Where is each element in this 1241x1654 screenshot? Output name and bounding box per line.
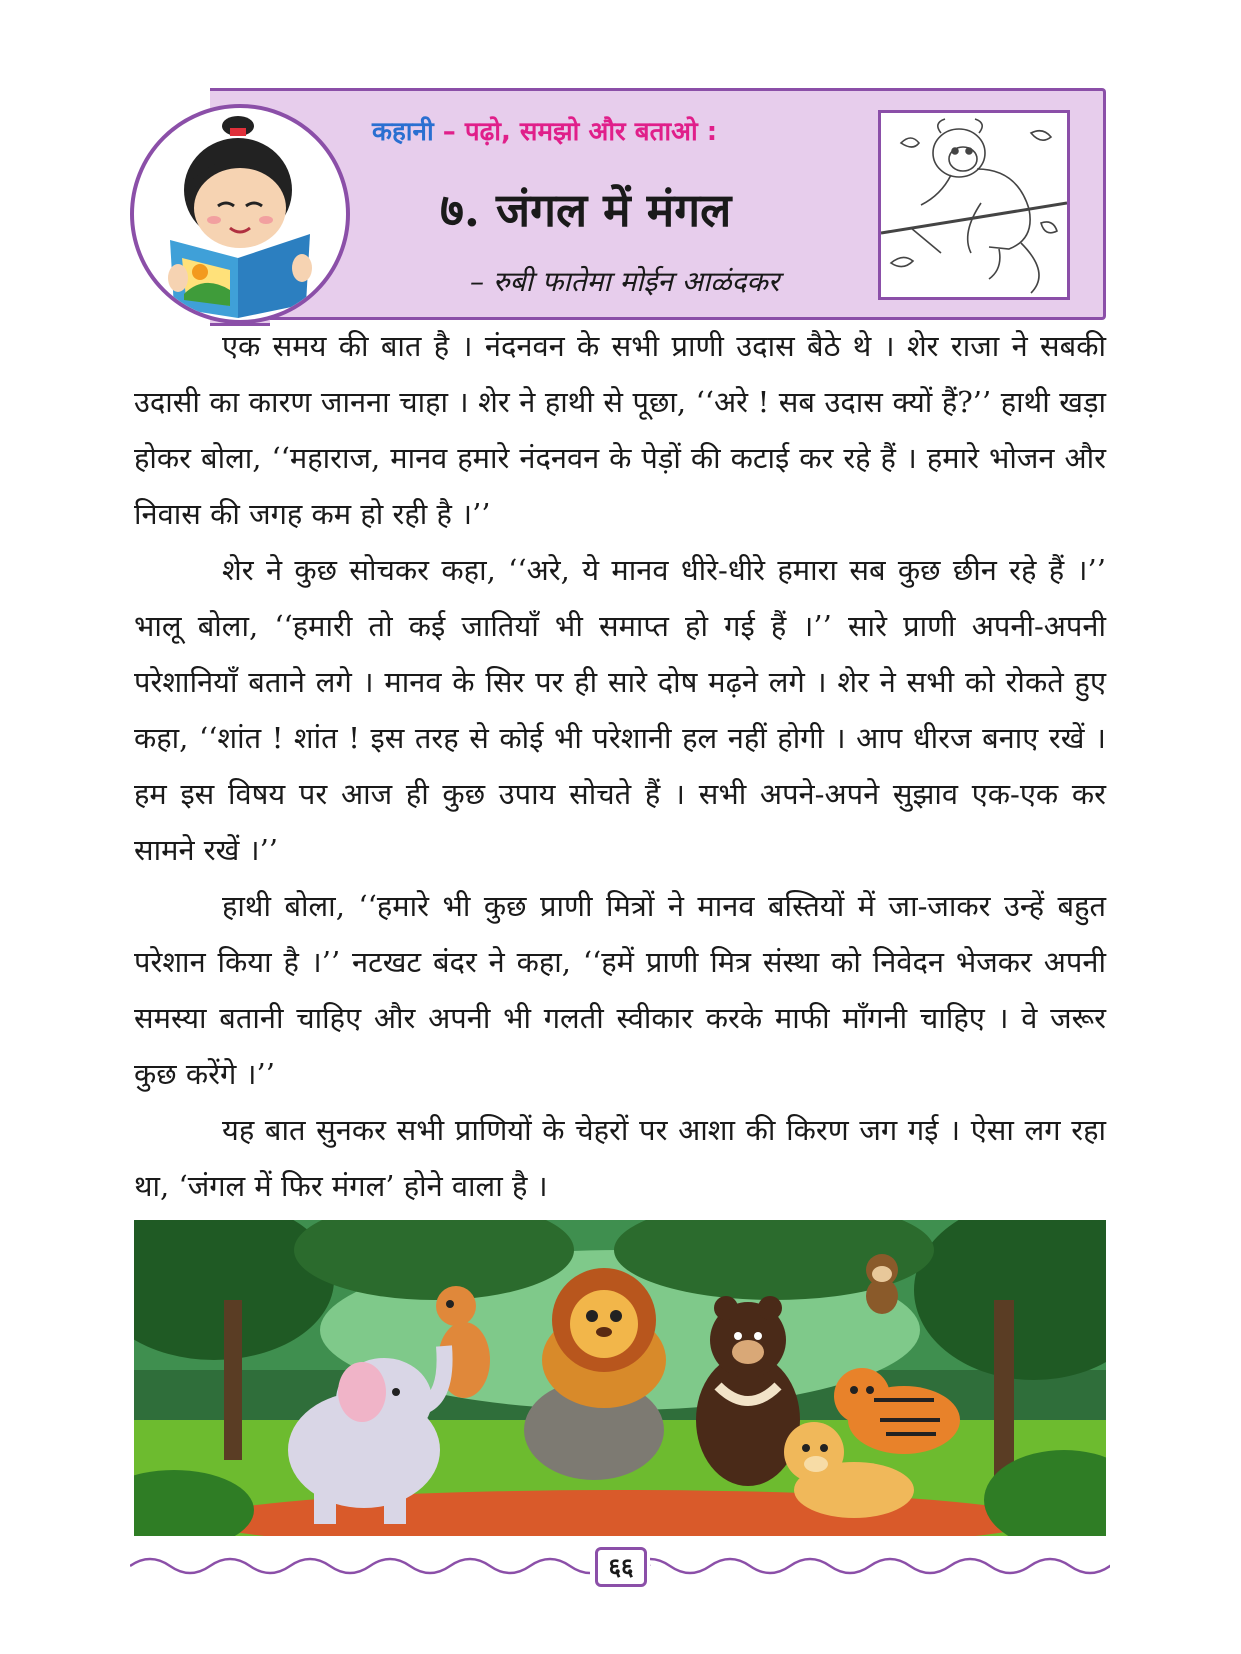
category-instruction: पढ़ो, समझो और बताओ : — [464, 117, 718, 147]
chapter-category — [372, 112, 717, 148]
monkey-sketch-illustration — [878, 110, 1070, 300]
reading-girl-illustration — [130, 104, 350, 324]
chapter-author: – रुबी फातेमा मोईन आळंदकर — [470, 265, 780, 298]
chapter-title: ७. जंगल में मंगल — [440, 183, 732, 237]
category-separator: – — [442, 117, 456, 147]
jungle-animals-illustration — [134, 1220, 1106, 1536]
story-paragraph-4: यह बात सुनकर सभी प्राणियों के चेहरों पर आशा की किरण जग गई । ऐसा लग रहा था, ‘जंगल में फिर मंगल’ होने वाला है । — [134, 1113, 1106, 1203]
story-paragraph-2: शेर ने कुछ सोचकर कहा, ‘‘अरे, ये मानव धीरे-धीरे हमारा सब कुछ छीन रहे हैं ।’’ भालू बोला, ‘‘हमारी तो कई जातियाँ भी समाप्त हो गई हैं ।’’ सारे प्राणी अपनी-अपनी परेशानियाँ बताने लगे । मानव के सिर पर ही सारे दोष मढ़ने लगे । शेर ने सभी को रोकते हुए कहा, ‘‘शांत ! शांत ! इस तरह से कोई भी परेशानी हल नहीं होगी । आप धीरज बनाए रखें । हम इस विषय पर आज ही कुछ उपाय सोचते हैं । सभी अपने-अपने सुझाव एक-एक कर सामने रखें ।’’ — [134, 553, 1106, 867]
page-number: ६६ — [595, 1547, 647, 1587]
story-paragraph-1: एक समय की बात है । नंदनवन के सभी प्राणी उदास बैठे थे । शेर राजा ने सबकी उदासी का कारण जानना चाहा । शेर ने हाथी से पूछा, ‘‘अरे ! सब उदास क्यों हैं?’’ हाथी खड़ा होकर बोला, ‘‘महाराज, मानव हमारे नंदनवन के पेड़ों की कटाई कर रहे हैं । हमारे भोजन और निवास की जगह कम हो रही है ।’’ — [134, 329, 1106, 531]
story-paragraph-3: हाथी बोला, ‘‘हमारे भी कुछ प्राणी मित्रों ने मानव बस्तियों में जा-जाकर उन्हें बहुत परेशान किया है ।’’ नटखट बंदर ने कहा, ‘‘हमें प्राणी मित्र संस्था को निवेदन भेजकर अपनी समस्या बतानी चाहिए और अपनी भी गलती स्वीकार करके माफी माँगनी चाहिए । वे जरूर कुछ करेंगे ।’’ — [134, 889, 1106, 1091]
category-label: कहानी — [372, 117, 434, 147]
